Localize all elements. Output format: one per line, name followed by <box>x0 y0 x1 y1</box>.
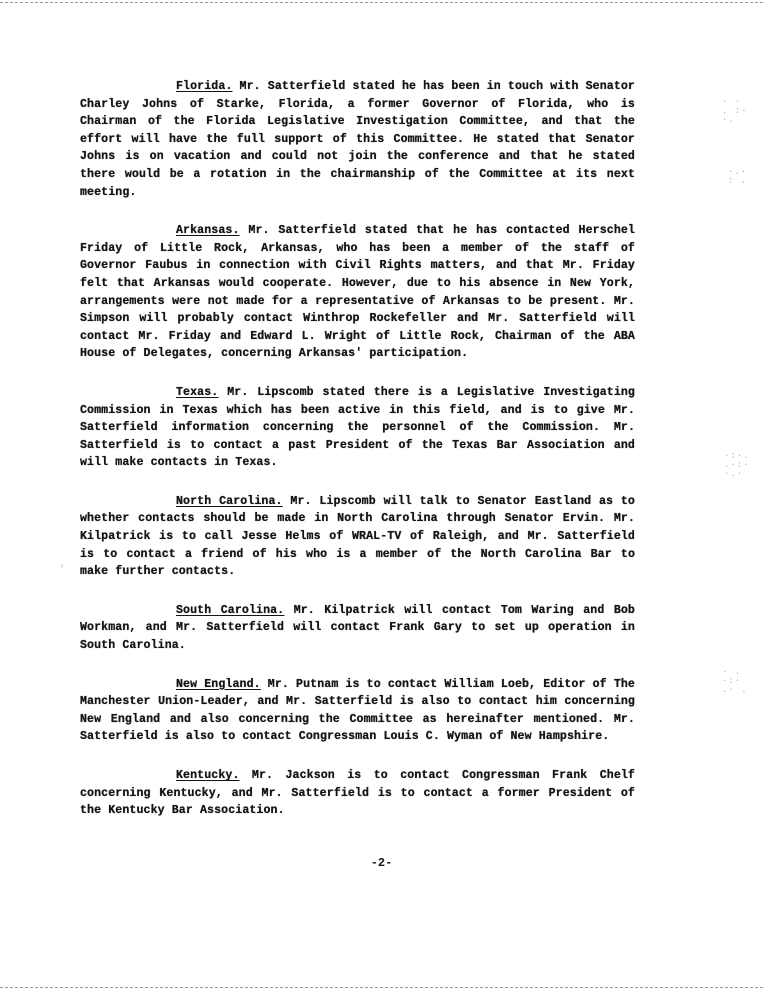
section-heading-kentucky: Kentucky. <box>176 769 240 782</box>
section-heading-arkansas: Arkansas. <box>176 224 240 238</box>
paragraph-body-arkansas: Mr. Satterfield stated that he has contacted Herschel Friday of Little Rock, Arkansas, who has been a member of the staff of Governor Faubus in connection with Civil Rights matters, and that Mr. Friday felt that Arkansas would cooperate. However, due to his absence in New York, arrangements were not made for a representative of Arkansas to be present. Mr. Simpson will probably contact Winthrop Rockefeller and Mr. Satterfield will contact Mr. Friday and Edward L. Wright of Little Rock, Chairman of the ABA House of Delegates, concerning Arkansas' participation. <box>80 224 635 361</box>
paragraph-body-south-carolina: Mr. Kilpatrick will contact Tom Waring and Bob Workman, and Mr. Satterfield will contact Frank Gary to set up operation in South Carolina. <box>80 603 635 653</box>
paragraph-north-carolina <box>80 493 635 581</box>
paragraph-kentucky <box>80 767 635 820</box>
scan-speckle: ·.· : . <box>728 167 748 186</box>
scan-speckle: , <box>60 559 67 569</box>
top-scan-edge <box>0 2 763 3</box>
paragraph-south-carolina <box>80 602 635 655</box>
section-heading-texas: Texas. <box>176 385 219 399</box>
paragraph-body-new-england: Mr. Putnam is to contact William Loeb, Editor of The Manchester Union-Leader, and Mr. Satterfield is also to contact him concerning New England and also concerning the Committee as hereinafter mentioned. Mr. Satterfield is also to contact Congressman Louis C. Wyman of New Hampshire. <box>80 677 635 744</box>
scan-speckle: · · . :· ·. <box>722 97 748 125</box>
paragraph-body-north-carolina: Mr. Lipscomb will talk to Senator Eastland as to whether contacts should be made in North Carolina through Senator Ervin. Mr. Kilpatrick is to call Jesse Helms of WRAL-TV of Raleigh, and Mr. Satterfield is to contact a friend of his who is a member of the North Carolina Bar to make further contacts. <box>80 494 635 579</box>
scan-speckle: ·:·. .·:· ·.· <box>724 451 750 479</box>
page-number: -2- <box>370 856 393 870</box>
paragraph-arkansas <box>80 222 635 363</box>
section-heading-north-carolina: North Carolina. <box>176 494 283 508</box>
paragraph-body-florida: Mr. Satterfield stated he has been in touch with Senator Charley Johns of Starke, Florida, a former Governor of Florida, who is Chairman of the Florida Legislative Investigation Committee, and that the effort will have the full support of this Committee. He stated that Senator Johns is on vacation and could not join the conference and that he stated there would be a rotation in the chairmanship of the Committee at its next meeting. <box>80 80 635 199</box>
document-page <box>80 78 635 841</box>
section-heading-south-carolina: South Carolina. <box>176 603 285 617</box>
bottom-scan-edge <box>0 987 763 988</box>
section-heading-new-england: New England. <box>176 677 261 691</box>
section-heading-florida: Florida. <box>176 80 233 93</box>
paragraph-body-kentucky: Mr. Jackson is to contact Congressman Frank Chelf concerning Kentucky, and Mr. Satterfield is to contact a former President of the Kentucky Bar Association. <box>80 769 635 818</box>
paragraph-florida <box>80 78 635 201</box>
scan-speckle: · . ·:· .· . <box>722 667 748 695</box>
paragraph-body-texas: Mr. Lipscomb stated there is a Legislative Investigating Commission in Texas which has been active in this field, and is to give Mr. Satterfield information concerning the personnel of the Commission. Mr. Satterfield is to contact a past President of the Texas Bar Association and will make contacts in Texas. <box>80 385 635 470</box>
paragraph-new-england <box>80 676 635 746</box>
paragraph-texas <box>80 384 635 472</box>
